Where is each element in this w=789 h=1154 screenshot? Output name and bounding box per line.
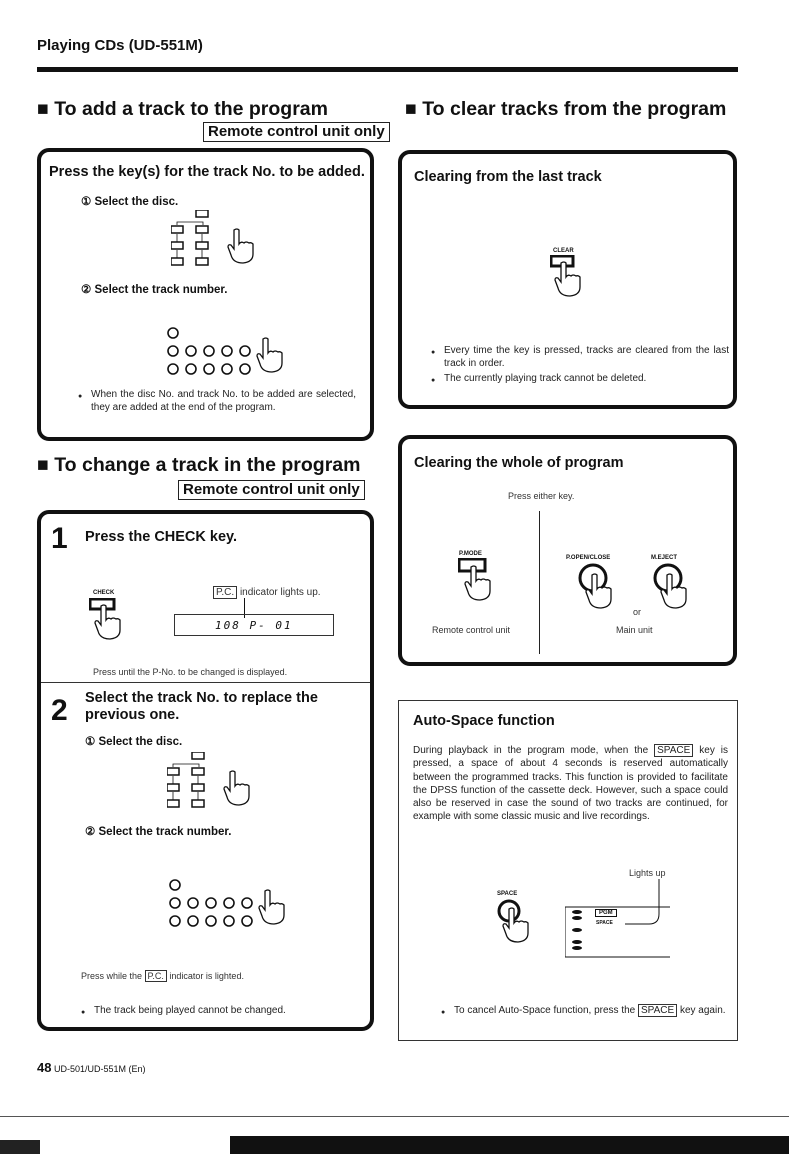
square-bullet-icon: ■ (37, 454, 55, 476)
add-step2: ② Select the track number. (81, 284, 228, 296)
add-box-title: Press the key(s) for the track No. to be added. (49, 164, 365, 180)
step-divider (41, 682, 370, 683)
page-footer: 48 UD-501/UD-551M (En) (37, 1060, 146, 1075)
step1-title: Press the CHECK key. (85, 529, 238, 545)
change-note: ● The track being played cannot be changed. (94, 1004, 286, 1017)
change-step2: ② Select the track number. (85, 826, 232, 838)
space-key-label: SPACE (497, 891, 518, 897)
display-panel: 108 P- 01 (174, 614, 334, 636)
change-step1: ① Select the disc. (85, 736, 183, 748)
clear-whole-box (398, 435, 737, 666)
check-key-label: CHECK (93, 590, 115, 596)
scan-artifact-bar (230, 1136, 789, 1154)
remote-only-badge: Remote control unit only (203, 122, 390, 142)
clear-note-2: ● The currently playing track cannot be deleted. (444, 372, 729, 385)
cancel-note: ● To cancel Auto-Space function, press the SPACE key again. (454, 1004, 734, 1017)
auto-space-box (398, 700, 738, 1041)
press-either: Press either key. (508, 491, 575, 501)
clear-whole-title: Clearing the whole of program (414, 455, 624, 471)
clear-key-icon (550, 255, 590, 305)
space-key-icon (497, 899, 537, 951)
square-bullet-icon: ■ (405, 98, 423, 120)
disc-keys-icon-2 (167, 752, 257, 814)
remote-only-badge-2: Remote control unit only (178, 480, 365, 500)
header-rule (37, 67, 738, 72)
disc-keys-icon (171, 210, 261, 272)
auto-space-body: During playback in the program mode, when the SPACE key is pressed, a space of about 4 seconds is reserved automatically between the programmed tracks. This function is provided to facilitate the DPSS function of the cassette deck. However, such a space could also be reserved in case the sound of two tracks are continued, for example with some classic music and live recordings. (413, 745, 729, 823)
space-indicator: SPACE (596, 920, 613, 926)
add-step1: ① Select the disc. (81, 196, 179, 208)
meject-label: M.EJECT (651, 555, 678, 561)
add-note: ● When the disc No. and track No. to be added are selected, they are added at the end of the program. (91, 388, 356, 415)
clear-last-title: Clearing from the last track (414, 169, 602, 185)
change-track-heading: ■ To change a track in the program (37, 454, 361, 476)
scan-artifact-corner (0, 1140, 40, 1154)
add-track-heading: ■ To add a track to the program (37, 98, 328, 120)
step1-note: Press until the P-No. to be changed is displayed. (93, 667, 288, 677)
step-number-1: 1 (51, 522, 68, 555)
step2-title: Select the track No. to replace the previous one. (85, 690, 318, 723)
popen-label: P.OPEN/CLOSE (566, 555, 611, 561)
main-unit-label: Main unit (616, 625, 653, 635)
meject-key-icon (653, 563, 693, 615)
pc-indicator-text: P.C. indicator lights up. (213, 587, 321, 599)
change-track-box (37, 510, 374, 1031)
pmode-label: P.MODE (459, 551, 482, 557)
popen-key-icon (578, 563, 618, 615)
clear-note-1: ● Every time the key is pressed, tracks are cleared from the last track in order. (444, 344, 729, 371)
scan-line (0, 1116, 789, 1117)
auto-space-title: Auto-Space function (413, 713, 555, 729)
display-indicator-icon (565, 879, 675, 959)
clear-key-label: CLEAR (553, 248, 574, 254)
clear-tracks-heading: ■ To clear tracks from the program (405, 98, 727, 120)
step-number-2: 2 (51, 694, 68, 727)
add-track-box (37, 148, 374, 441)
press-while-note: Press while the P.C. indicator is lighted. (81, 971, 244, 981)
clear-last-box (398, 150, 737, 409)
remote-label: Remote control unit (432, 625, 511, 635)
pmode-key-icon (458, 558, 498, 608)
square-bullet-icon: ■ (37, 98, 55, 120)
number-keys-icon-2 (169, 879, 289, 931)
page-header-title: Playing CDs (UD-551M) (37, 37, 203, 54)
lights-up-label: Lights up (629, 868, 666, 878)
pgm-indicator: PGM (595, 909, 617, 917)
number-keys-icon (167, 327, 287, 379)
check-key-icon (89, 598, 129, 648)
or-text: or (633, 607, 642, 617)
divider (539, 511, 540, 654)
